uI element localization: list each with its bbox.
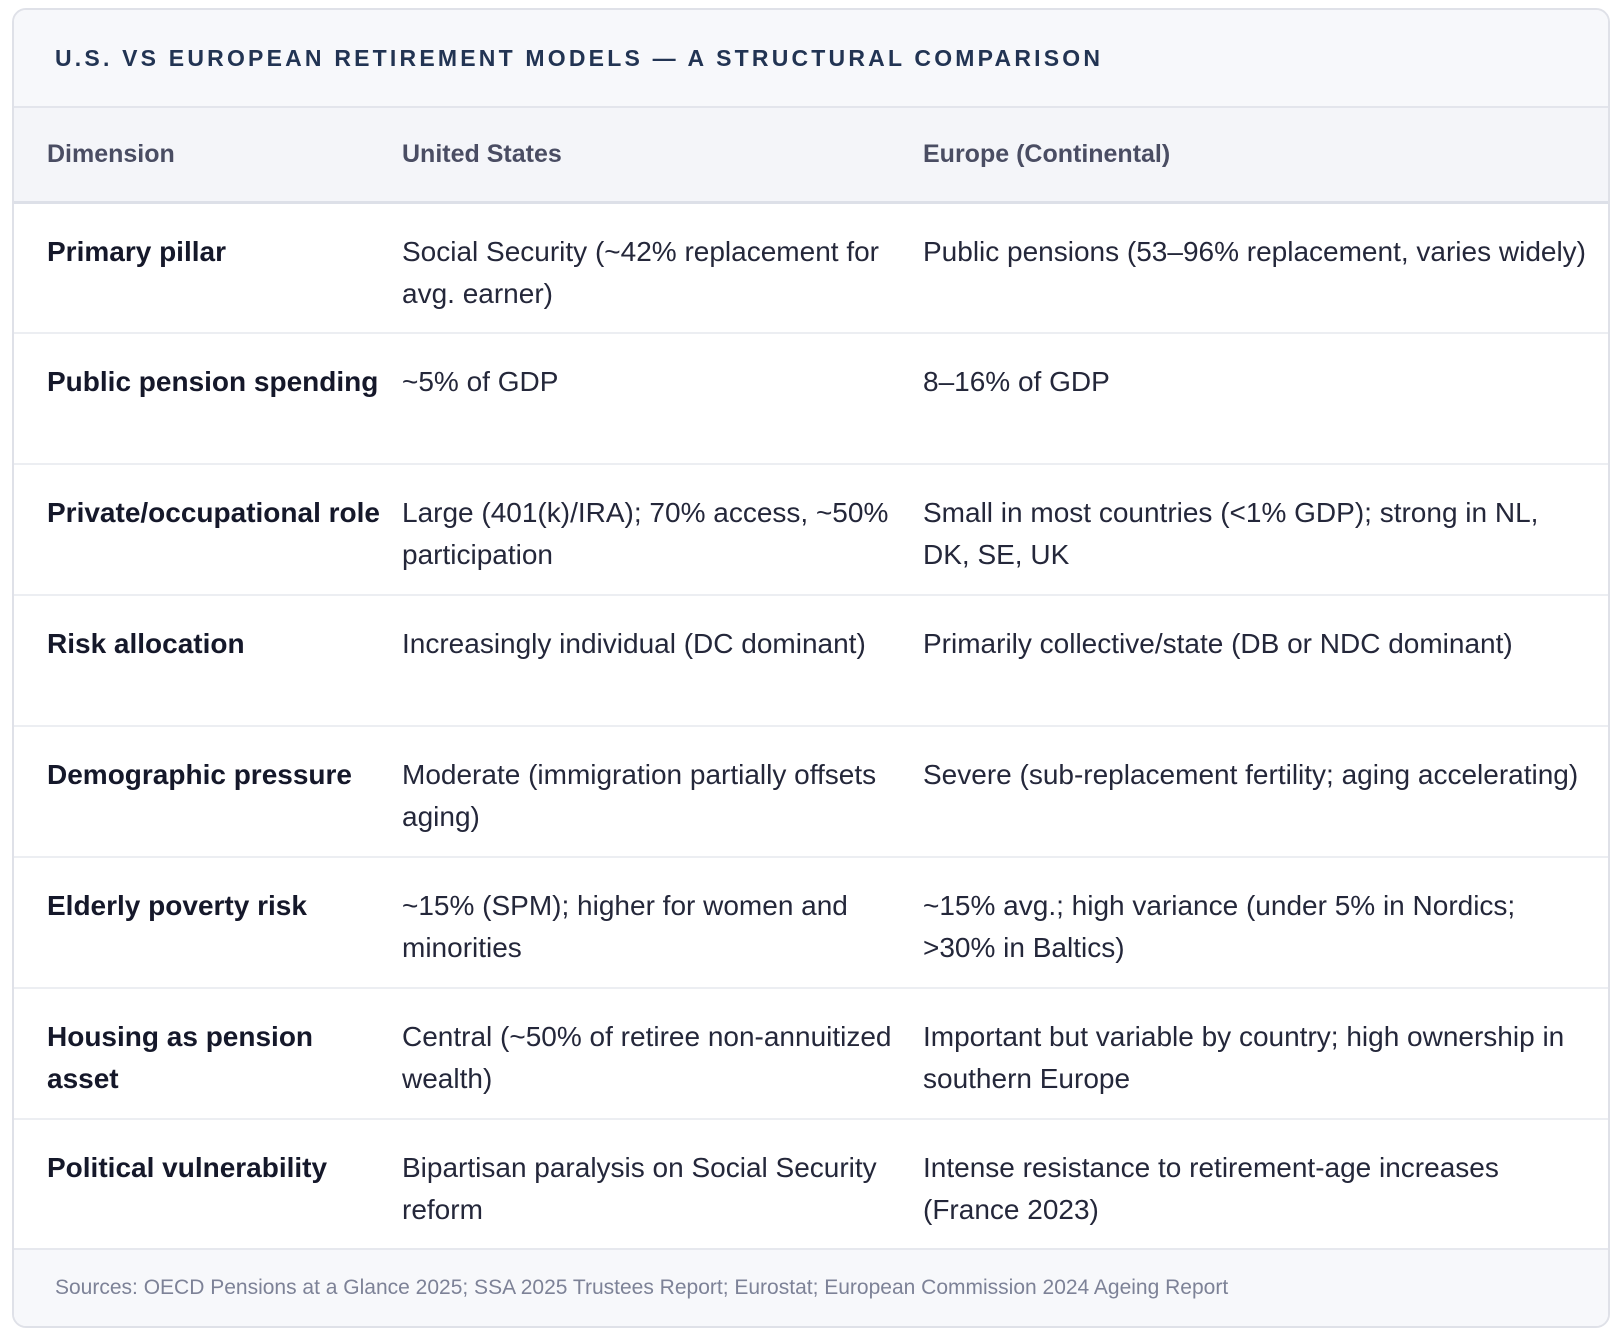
europe-cell: ~15% avg.; high variance (under 5% in Nordics; >30% in Baltics) [923,890,1516,963]
card-title: U.S. VS EUROPEAN RETIREMENT MODELS — A STRUCTURAL COMPARISON [55,44,1104,71]
card-footer [14,1248,1608,1326]
dimension-cell: Primary pillar [47,235,226,267]
table-row [14,988,1610,1119]
table-row [14,333,1610,464]
column-header-dimension: Dimension [14,108,402,202]
us-cell: ~15% (SPM); higher for women and minorities [402,890,848,963]
dimension-cell: Elderly poverty risk [47,890,307,921]
us-cell: Social Security (~42% replacement for avg. earner) [402,235,879,309]
column-header-united-states: United States [402,108,923,202]
dimension-cell: Demographic pressure [47,759,352,790]
europe-cell: Small in most countries (<1% GDP); strong in NL, DK, SE, UK [923,497,1539,570]
us-cell: Moderate (immigration partially offsets aging) [402,759,877,832]
europe-cell: Severe (sub-replacement fertility; aging accelerating) [923,759,1579,790]
europe-cell: 8–16% of GDP [923,366,1110,397]
us-cell: Central (~50% of retiree non-annuitized wealth) [402,1021,892,1094]
column-header-europe: Europe (Continental) [923,108,1610,202]
dimension-cell: Public pension spending [47,366,379,397]
europe-cell: Public pensions (53–96% replacement, varies widely) [923,235,1587,267]
sources-note: Sources: OECD Pensions at a Glance 2025; SSA 2025 Trustees Report; Eurostat; European Commission 2024 Ageing Report [55,1276,1229,1299]
us-cell: Large (401(k)/IRA); 70% access, ~50% participation [402,497,889,570]
europe-cell: Intense resistance to retirement-age increases (France 2023) [923,1152,1499,1225]
us-cell: ~5% of GDP [402,366,559,397]
card-header [14,10,1608,108]
europe-cell: Important but variable by country; high ownership in southern Europe [923,1021,1565,1094]
table-row [14,726,1610,857]
table-header-row [14,108,1610,202]
table-row [14,595,1610,726]
table-row [14,857,1610,988]
europe-cell: Primarily collective/state (DB or NDC dominant) [923,628,1513,659]
comparison-card [12,8,1610,1328]
us-cell: Increasingly individual (DC dominant) [402,628,866,659]
dimension-cell: Political vulnerability [47,1152,328,1183]
comparison-table [14,108,1610,1251]
table-row [14,1119,1610,1250]
dimension-cell: Private/occupational role [47,497,380,528]
us-cell: Bipartisan paralysis on Social Security reform [402,1152,877,1225]
dimension-cell: Housing as pension asset [47,1021,314,1094]
table-row [14,464,1610,595]
dimension-cell: Risk allocation [47,628,245,659]
table-row [14,202,1610,333]
